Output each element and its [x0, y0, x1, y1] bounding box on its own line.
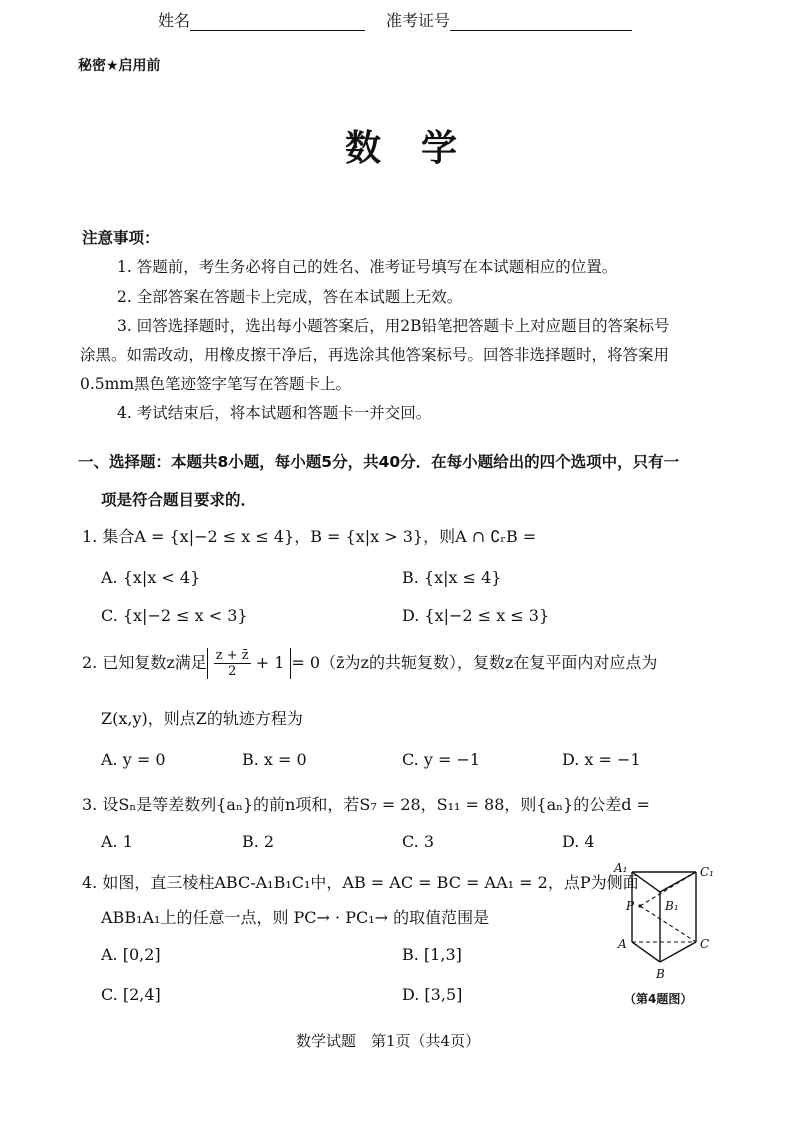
question-3-stem: 3. 设Sₙ是等差数列{aₙ}的前n项和，若S₇ = 28，S₁₁ = 88，则{aₙ}的公差d = [82, 795, 650, 814]
label-a1: A₁ [614, 861, 628, 875]
page-footer: 数学试题 第1页（共4页） [296, 1032, 481, 1050]
question-2-stem [82, 648, 657, 679]
name-label: 姓名 [158, 11, 191, 30]
question-4-line-2: ABB₁A₁上的任意一点，则 PC→ · PC₁→ 的取值范围是 [101, 908, 490, 927]
question-1-option-b: B. {x|x ≤ 4} [402, 568, 502, 587]
section-1-heading-line-1: 一、选择题：本题共8小题，每小题5分，共40分．在每小题给出的四个选项中，只有一 [78, 453, 680, 471]
label-b1: B₁ [665, 899, 679, 913]
fraction-denominator: 2 [228, 664, 237, 679]
label-c1: C₁ [700, 865, 714, 879]
ticket-blank [450, 14, 632, 31]
edge-a-b [632, 942, 660, 962]
fraction [214, 648, 251, 679]
section-1-heading-line-2: 项是符合题目要求的． [101, 491, 257, 509]
label-c: C [700, 937, 710, 951]
note-item-4: 4. 考试结束后，将本试题和答题卡一并交回。 [117, 404, 432, 422]
label-p: P [626, 899, 635, 913]
question-4-option-b: B. [1,3] [402, 945, 462, 964]
edge-b-c [660, 942, 696, 962]
question-2-option-c: C. y = −1 [402, 750, 481, 769]
note-item-3-line-2: 涂黑。如需改动，用橡皮擦干净后，再选涂其他答案标号。回答非选择题时，将答案用 [80, 346, 670, 364]
question-2-option-d: D. x = −1 [562, 750, 641, 769]
question-1-option-d: D. {x|−2 ≤ x ≤ 3} [402, 606, 550, 625]
notes-heading: 注意事项： [82, 229, 160, 247]
question-3-option-a: A. 1 [101, 832, 133, 851]
question-3-option-d: D. 4 [562, 832, 595, 851]
point-p [638, 904, 641, 907]
question-2-stem-prefix: 2. 已知复数z满足 [82, 653, 207, 672]
question-2-line-2: Z(x,y)，则点Z的轨迹方程为 [101, 709, 303, 728]
label-b: B [656, 967, 665, 981]
question-4-option-c: C. [2,4] [101, 985, 161, 1004]
question-2-stem-suffix: = 0（z̄为z的共轭复数），复数z在复平面内对应点为 [291, 653, 658, 672]
candidate-name-field [158, 8, 365, 31]
prism-figure [610, 860, 725, 985]
question-4-line-1: 4. 如图，直三棱柱ABC-A₁B₁C₁中，AB = AC = BC = AA₁ = 2，点P为侧面 [82, 873, 639, 892]
figure-caption: （第4题图） [624, 992, 693, 1006]
ticket-number-field [386, 8, 632, 31]
ticket-label: 准考证号 [386, 11, 451, 30]
name-blank [190, 14, 365, 31]
absolute-value-expression [207, 648, 292, 679]
absolute-value-tail: + 1 [255, 653, 285, 672]
confidential-label: 秘密★启用前 [78, 58, 161, 74]
fraction-numerator: z + z̄ [215, 648, 249, 663]
question-4-option-d: D. [3,5] [402, 985, 463, 1004]
question-1-stem: 1. 集合A = {x|−2 ≤ x ≤ 4}，B = {x|x > 3}，则A ∩ ∁ᵣB = [82, 527, 537, 546]
note-item-3-line-3: 0.5mm黑色笔迹签字笔写在答题卡上。 [80, 375, 352, 393]
question-2-option-b: B. x = 0 [242, 750, 307, 769]
label-a: A [618, 937, 627, 951]
note-item-3-line-1: 3. 回答选择题时，选出每小题答案后，用2B铅笔把答题卡上对应题目的答案标号 [117, 317, 670, 335]
question-1-option-a: A. {x|x < 4} [101, 568, 201, 587]
question-3-option-c: C. 3 [402, 832, 435, 851]
question-4-option-a: A. [0,2] [101, 945, 161, 964]
note-item-2: 2. 全部答案在答题卡上完成，答在本试题上无效。 [117, 288, 463, 306]
question-2-option-a: A. y = 0 [101, 750, 166, 769]
question-1-option-c: C. {x|−2 ≤ x < 3} [101, 606, 248, 625]
question-3-option-b: B. 2 [242, 832, 275, 851]
edge-a1-b1 [632, 872, 660, 892]
note-item-1: 1. 答题前，考生务必将自己的姓名、准考证号填写在本试题相应的位置。 [117, 258, 618, 276]
page-title: 数学 [345, 128, 498, 169]
